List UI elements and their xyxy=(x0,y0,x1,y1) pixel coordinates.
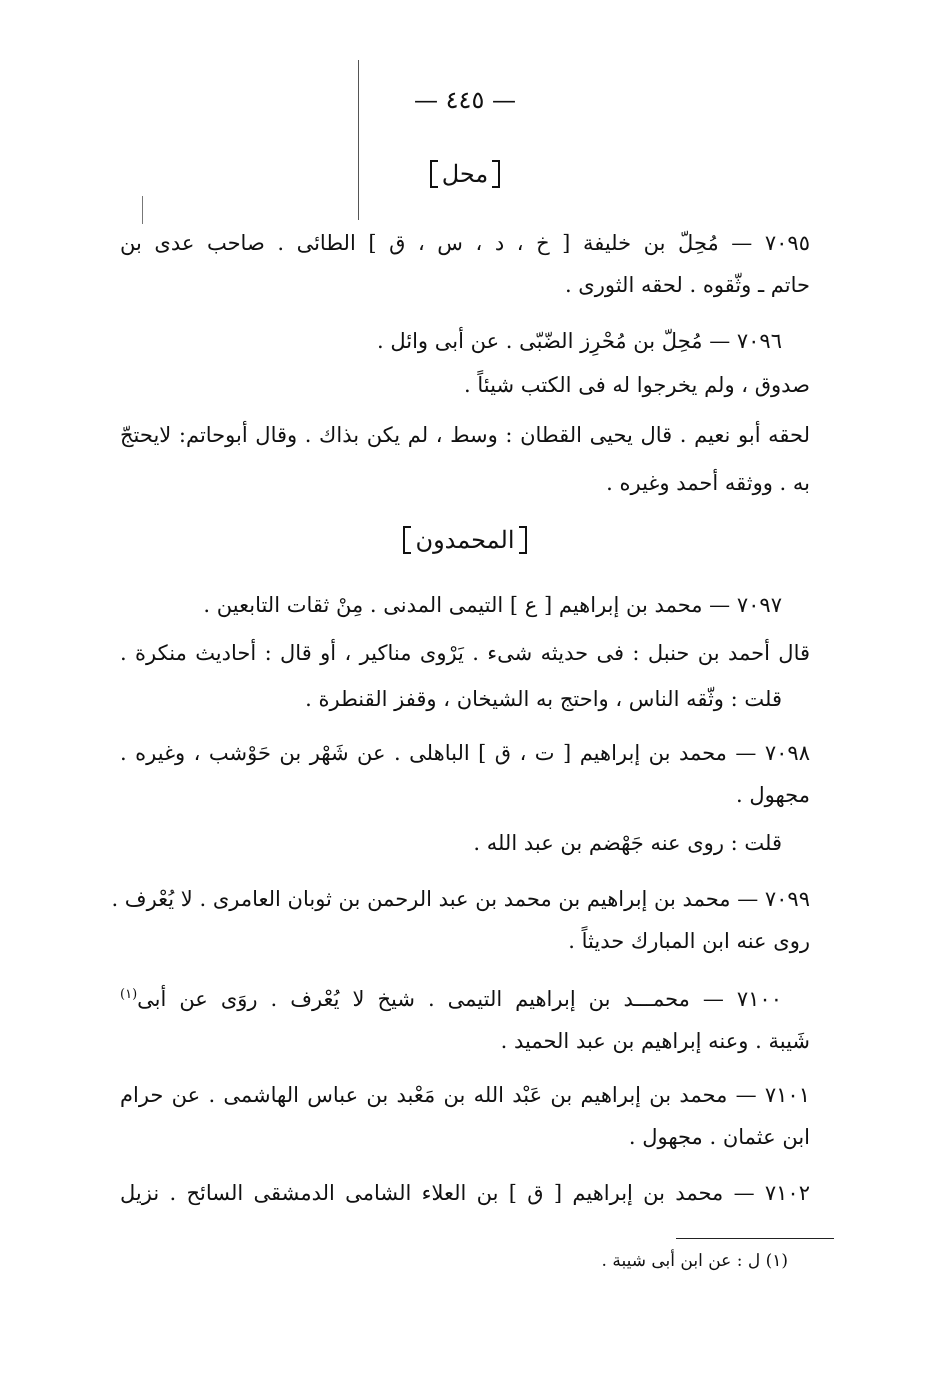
entry-7097-line-1: ٧٠٩٧ — محمد بن إبراهيم [ ع ] التيمى المدنى . مِنْ ثقات التابعين . xyxy=(203,593,782,617)
margin-rule xyxy=(358,60,359,220)
heading-text: المحمدون xyxy=(415,526,515,554)
entry-7099-line-2: روى عنه ابن المبارك حديثاً . xyxy=(568,929,810,953)
entry-7096-line-3: لحقه أبو نعيم . قال يحيى القطان : وسط ، لم يكن بذاك . وقال أبوحاتم: لايحتجّ xyxy=(120,423,810,447)
entry-7100-text: ٧١٠٠ — محمـــد بن إبراهيم التيمى . شيخ لا يُعْرف . روَى عن أبى xyxy=(137,987,782,1011)
entry-7096-line-4: به . ووثقه أحمد وغيره . xyxy=(606,471,810,495)
entry-7096-line-2: صدوق ، ولم يخرجوا له فى الكتب شيئاً . xyxy=(464,373,810,397)
entry-7099-line-1: ٧٠٩٩ — محمد بن إبراهيم بن محمد بن عبد الرحمن بن ثوبان العامرى . لا يُعْرف . xyxy=(111,887,810,911)
footnote-divider xyxy=(676,1238,834,1239)
entry-7100-line-2: شَيبة . وعنه إبراهيم بن عبد الحميد . xyxy=(500,1029,810,1053)
entry-7095-line-2: حاتم ـ وثّقوه . لحقه الثورى . xyxy=(564,273,810,297)
entry-7100-line-1 xyxy=(120,980,810,1014)
footnote: (١) ل : عن ابن أبى شيبة . xyxy=(601,1251,788,1271)
entry-7098-line-3: قلت : روى عنه جَهْضم بن عبد الله . xyxy=(473,831,782,855)
footnote-marker: (١) xyxy=(120,987,138,1002)
heading-bracket xyxy=(403,526,526,554)
entry-7096-line-1: ٧٠٩٦ — مُحِلّ بن مُحْرِز الضّبّى . عن أبى وائل . xyxy=(376,329,782,353)
entry-7101-line-1: ٧١٠١ — محمد بن إبراهيم بن عَبْد الله بن مَعْبد بن عباس الهاشمى . عن حرام xyxy=(120,1083,810,1107)
entry-7097-line-3: قلت : وثّقه الناس ، واحتج به الشيخان ، وقفز القنطرة . xyxy=(305,687,782,711)
section-heading-muhammadun xyxy=(0,526,930,554)
heading-bracket xyxy=(430,160,501,188)
entry-7102-line-1: ٧١٠٢ — محمد بن إبراهيم [ ق ] بن العلاء الشامى الدمشقى السائح . نزيل xyxy=(120,1181,810,1205)
entry-7098-line-2: مجهول . xyxy=(736,783,810,807)
section-heading-mihal xyxy=(0,160,930,188)
margin-mark xyxy=(142,196,143,224)
entry-7098-line-1: ٧٠٩٨ — محمد بن إبراهيم [ ت ، ق ] الباهلى . عن شَهْر بن حَوْشب ، وغيره . xyxy=(120,741,810,765)
entry-7095-line-1: ٧٠٩٥ — مُحِلّ بن خليفة [ خ ، د ، س ، ق ] الطائى . صاحب عدى بن xyxy=(120,231,810,255)
page-number: — ٤٤٥ — xyxy=(414,86,516,114)
entry-7097-line-2: قال أحمد بن حنبل : فى حديثه شىء . يَرْوى مناكير ، أو قال : أحاديث منكرة . xyxy=(120,641,810,665)
heading-text: محل xyxy=(441,160,489,188)
entry-7101-line-2: ابن عثمان . مجهول . xyxy=(628,1125,810,1149)
